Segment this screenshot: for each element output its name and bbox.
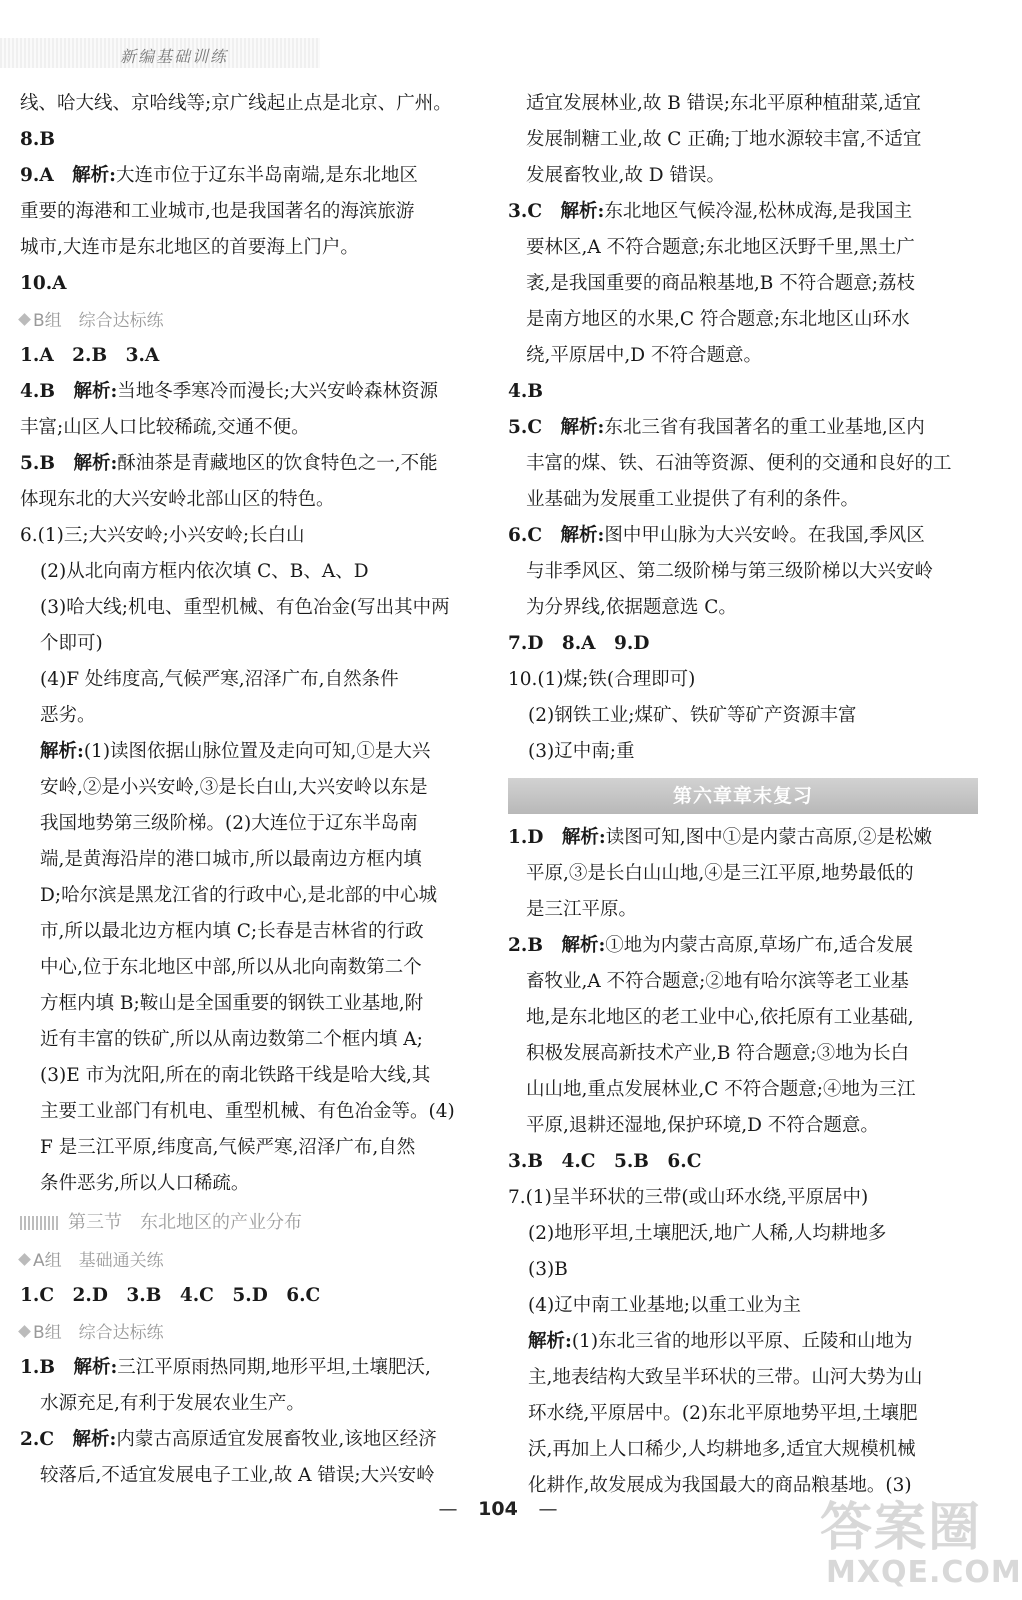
diamond-icon bbox=[18, 1253, 31, 1266]
watermark-logo bbox=[820, 1485, 1022, 1595]
answer-item: 1.A 2.B 3.A bbox=[20, 345, 160, 366]
answer-item: 2.B 解析:①地为内蒙古高原,草场广布,适合发展 bbox=[508, 935, 914, 956]
answer-item: 2.C 解析:内蒙古高原适宜发展畜牧业,该地区经济 bbox=[20, 1429, 437, 1450]
answer-line: 地,是东北地区的老工业中心,依托原有工业基础, bbox=[526, 1007, 914, 1028]
answer-line: 恶劣。 bbox=[40, 705, 96, 726]
answer-label: 9.A 解析: bbox=[20, 165, 116, 186]
page-number: 104 bbox=[478, 1498, 518, 1520]
answer-line: 发展畜牧业,故 D 错误。 bbox=[526, 165, 725, 186]
answer-line: (3)辽中南;重 bbox=[528, 741, 635, 762]
answer-item: 7.D 8.A 9.D bbox=[508, 633, 650, 654]
answer-line: 丰富;山区人口比较稀疏,交通不便。 bbox=[20, 417, 310, 438]
answer-line: 条件恶劣,所以人口稀疏。 bbox=[40, 1173, 250, 1194]
answer-line: (2)从北向南方框内依次填 C、B、A、D bbox=[40, 561, 369, 582]
answer-line: 沃,再加上人口稀少,人均耕地多,适宜大规模机械 bbox=[528, 1439, 916, 1460]
right-column bbox=[508, 86, 978, 1504]
answer-item bbox=[20, 158, 490, 194]
answer-item: 1.D 解析:读图可知,图中①是内蒙古高原,②是松嫩 bbox=[508, 827, 932, 848]
answer-line: (3)B bbox=[528, 1259, 568, 1280]
answer-line: 要林区,A 不符合题意;东北地区沃野千里,黑土广 bbox=[526, 237, 915, 258]
answer-line: 方框内填 B;鞍山是全国重要的钢铁工业基地,附 bbox=[40, 993, 424, 1014]
answer-line: 平原,③是长白山山地,④是三江平原,地势最低的 bbox=[526, 863, 914, 884]
answer-line: 环水绕,平原居中。(2)东北平原地势平坦,土壤肥 bbox=[528, 1403, 918, 1424]
analysis: 解析:(1)东北三省的地形以平原、丘陵和山地为 bbox=[528, 1331, 913, 1352]
group-heading: A组 基础通关练 bbox=[20, 1244, 490, 1278]
answer-line: 线、哈大线、京哈线等;京广线起止点是北京、广州。 bbox=[20, 93, 452, 114]
analysis: 解析:(1)读图依据山脉位置及走向可知,①是大兴 bbox=[40, 741, 431, 762]
answer-line: 中心,位于东北地区中部,所以从北向南数第二个 bbox=[40, 957, 422, 978]
page-header bbox=[0, 0, 996, 80]
diamond-icon bbox=[18, 313, 31, 326]
section-bars-icon bbox=[20, 1216, 60, 1230]
answer-line: 是三江平原。 bbox=[526, 899, 638, 920]
watermark-url: MXQE.COM bbox=[826, 1555, 1022, 1590]
answer-item: 6.(1)三;大兴安岭;小兴安岭;长白山 bbox=[20, 525, 305, 546]
left-column bbox=[20, 86, 490, 1494]
answer-line: 体现东北的大兴安岭北部山区的特色。 bbox=[20, 489, 335, 510]
answer-line: (3)哈大线;机电、重型机械、有色冶金(写出其中两 bbox=[40, 597, 450, 618]
answer-item: 1.B 解析:三江平原雨热同期,地形平坦,土壤肥沃, bbox=[20, 1357, 431, 1378]
answer-item: 3.C 解析:东北地区气候冷湿,松林成海,是我国主 bbox=[508, 201, 913, 222]
answer-line: 端,是黄海沿岸的港口城市,所以最南边方框内填 bbox=[40, 849, 422, 870]
answer-item: 8.B bbox=[20, 129, 55, 150]
answer-item: 3.B 4.C 5.B 6.C bbox=[508, 1151, 702, 1172]
chapter-banner: 第六章章末复习 bbox=[508, 778, 978, 814]
answer-line: 安岭,②是小兴安岭,③是长白山,大兴安岭以东是 bbox=[40, 777, 428, 798]
watermark-text: 答案圈 bbox=[820, 1498, 983, 1558]
group-heading: B组 综合达标练 bbox=[20, 304, 490, 338]
answer-item: 4.B 解析:当地冬季寒冷而漫长;大兴安岭森林资源 bbox=[20, 381, 439, 402]
answer-line: D;哈尔滨是黑龙江省的行政中心,是北部的中心城 bbox=[40, 885, 437, 906]
answer-item: 10.(1)煤;铁(合理即可) bbox=[508, 669, 696, 690]
answer-line: 平原,退耕还湿地,保护环境,D 不符合题意。 bbox=[526, 1115, 879, 1136]
answer-line: 化耕作,故发展成为我国最大的商品粮基地。(3) bbox=[528, 1475, 912, 1496]
answer-line: 城市,大连市是东北地区的首要海上门户。 bbox=[20, 237, 359, 258]
answer-line: (4)F 处纬度高,气候严寒,沼泽广布,自然条件 bbox=[40, 669, 399, 690]
answer-line: 我国地势第三级阶梯。(2)大连位于辽东半岛南 bbox=[40, 813, 418, 834]
answer-item: 5.C 解析:东北三省有我国著名的重工业基地,区内 bbox=[508, 417, 925, 438]
answer-line: 为分界线,依据题意选 C。 bbox=[526, 597, 737, 618]
answer-line: 绕,平原居中,D 不符合题意。 bbox=[526, 345, 762, 366]
answer-line: 市,所以最北边方框内填 C;长春是吉林省的行政 bbox=[40, 921, 424, 942]
answer-line: 近有丰富的铁矿,所以从南边数第二个框内填 A; bbox=[40, 1029, 423, 1050]
answer-item: 10.A bbox=[20, 273, 67, 294]
diamond-icon bbox=[18, 1325, 31, 1338]
answer-line: F 是三江平原,纬度高,气候严寒,沼泽广布,自然 bbox=[40, 1137, 416, 1158]
answer-line: (4)辽中南工业基地;以重工业为主 bbox=[528, 1295, 801, 1316]
answer-line: 主,地表结构大致呈半环状的三带。山河大势为山 bbox=[528, 1367, 923, 1388]
answer-line: 业基础为发展重工业提供了有利的条件。 bbox=[526, 489, 860, 510]
answer-line: 重要的海港和工业城市,也是我国著名的海滨旅游 bbox=[20, 201, 415, 222]
answer-line: 袤,是我国重要的商品粮基地,B 不符合题意;荔枝 bbox=[526, 273, 915, 294]
answer-line: (2)地形平坦,土壤肥沃,地广人稀,人均耕地多 bbox=[528, 1223, 887, 1244]
answer-item: 1.C 2.D 3.B 4.C 5.D 6.C bbox=[20, 1285, 321, 1306]
answer-line: 积极发展高新技术产业,B 符合题意;③地为长白 bbox=[526, 1043, 910, 1064]
answer-line: 是南方地区的水果,C 符合题意;东北地区山环水 bbox=[526, 309, 910, 330]
answer-item: 5.B 解析:酥油茶是青藏地区的饮食特色之一,不能 bbox=[20, 453, 438, 474]
answer-item: 7.(1)呈半环状的三带(或山环水绕,平原居中) bbox=[508, 1187, 869, 1208]
answer-line: (2)钢铁工业;煤矿、铁矿等矿产资源丰富 bbox=[528, 705, 857, 726]
answer-line: 适宜发展林业,故 B 错误;东北平原种植甜菜,适宜 bbox=[526, 93, 921, 114]
footer-dash: — bbox=[438, 1498, 458, 1520]
answer-item: 4.B bbox=[508, 381, 543, 402]
answer-line: (3)E 市为沈阳,所在的南北铁路干线是哈大线,其 bbox=[40, 1065, 431, 1086]
answer-line: 山山地,重点发展林业,C 不符合题意;④地为三江 bbox=[526, 1079, 916, 1100]
answer-line: 畜牧业,A 不符合题意;②地有哈尔滨等老工业基 bbox=[526, 971, 909, 992]
answer-text: 大连市位于辽东半岛南端,是东北地区 bbox=[116, 165, 418, 186]
group-heading: B组 综合达标练 bbox=[20, 1316, 490, 1350]
footer-dash: — bbox=[538, 1498, 558, 1520]
answer-line: 主要工业部门有机电、重型机械、有色冶金等。(4) bbox=[40, 1101, 455, 1122]
answer-line: 较落后,不适宜发展电子工业,故 A 错误;大兴安岭 bbox=[40, 1465, 435, 1486]
section-heading: 第三节 东北地区的产业分布 bbox=[20, 1204, 490, 1242]
answer-line: 发展制糖工业,故 C 正确;丁地水源较丰富,不适宜 bbox=[526, 129, 922, 150]
answer-line: 与非季风区、第二级阶梯与第三级阶梯以大兴安岭 bbox=[526, 561, 934, 582]
book-title: 新编基础训练 bbox=[120, 47, 229, 66]
answer-line: 个即可) bbox=[40, 633, 103, 654]
answer-line: 水源充足,有利于发展农业生产。 bbox=[40, 1393, 305, 1414]
answer-item: 6.C 解析:图中甲山脉为大兴安岭。在我国,季风区 bbox=[508, 525, 925, 546]
answer-line: 丰富的煤、铁、石油等资源、便利的交通和良好的工 bbox=[526, 453, 952, 474]
